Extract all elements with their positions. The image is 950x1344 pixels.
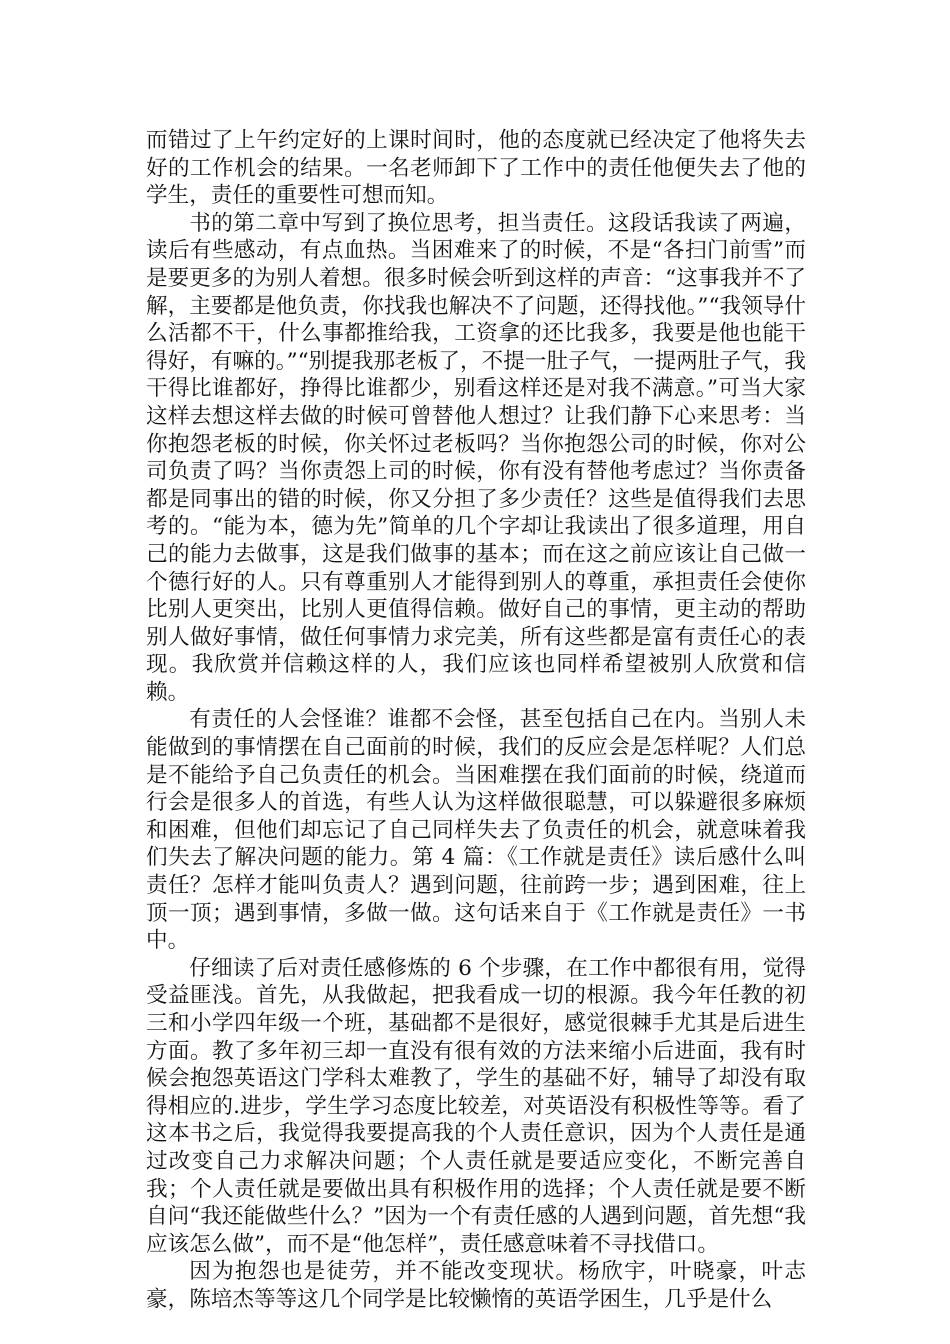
body-text xyxy=(146,127,806,1314)
paragraph-1: 而错过了上午约定好的上课时间时，他的态度就已经决定了他将失去好的工作机会的结果。一名老师卸下了工作中的责任他便失去了他的学生，责任的重要性可想而知。 xyxy=(146,128,806,209)
paragraph-4: 仔细读了后对责任感修炼的 6 个步骤，在工作中都很有用，觉得受益匪浅。首先，从我做起，把我看成一切的根源。我今年任教的初三和小学四年级一个班，基础都不是很好，感觉很棘手尤其是后进生方面。教了多年初三却一直没有很有效的方法来缩小后进面，我有时候会抱怨英语这门学科太难教了，学生的基础不好，辅导了却没有取得相应的.进步，学生学习态度比较差，对英语没有积极性等等。看了这本书之后，我觉得我要提高我的个人责任意识，因为个人责任是通过改变自己力求解决问题；个人责任就是要适应变化，不断完善自我；个人责任就是要做出具有积极作用的选择；个人责任就是要不断自问“我还能做些什么？”因为一个有责任感的人遇到问题，首先想“我应该怎么做”，而不是“他怎样”，责任感意味着不寻找借口。 xyxy=(146,955,806,1257)
paragraph-5: 因为抱怨也是徒劳，并不能改变现状。杨欣宇，叶晓豪，叶志豪，陈培杰等等这几个同学是比较懒惰的英语学困生，几乎是什么 xyxy=(146,1259,806,1312)
paragraph-2: 书的第二章中写到了换位思考，担当责任。这段话我读了两遍，读后有些感动，有点血热。当困难来了的时候，不是“各扫门前雪”而是要更多的为别人着想。很多时候会听到这样的声音：“这事我并不了解，主要都是他负责，你找我也解决不了问题，还得找他。”“我领导什么活都不干，什么事都推给我，工资拿的还比我多，我要是他也能干得好，有嘛的。”“别提我那老板了，不提一肚子气，一提两肚子气，我干得比谁都好，挣得比谁都少，别看这样还是对我不满意。”可当大家这样去想这样去做的时候可曾替他人想过？让我们静下心来思考：当你抱怨老板的时候，你关怀过老板吗？当你抱怨公司的时候，你对公司负责了吗？当你责怨上司的时候，你有没有替他考虑过？当你责备都是同事出的错的时候，你又分担了多少责任？这些是值得我们去思考的。“能为本，德为先”简单的几个字却让我读出了很多道理，用自己的能力去做事，这是我们做事的基本；而在这之前应该让自己做一个德行好的人。只有尊重别人才能得到别人的尊重，承担责任会使你比别人更突出，比别人更值得信赖。做好自己的事情，更主动的帮助别人做好事情，做任何事情力求完美，所有这些都是富有责任心的表现。我欣赏并信赖这样的人，我们应该也同样希望被别人欣赏和信赖。 xyxy=(146,210,806,705)
paragraph-3: 有责任的人会怪谁？谁都不会怪，甚至包括自己在内。当别人未能做到的事情摆在自己面前的时候，我们的反应会是怎样呢？人们总是不能给予自己负责任的机会。当困难摆在我们面前的时候，绕道而行会是很多人的首选，有些人认为这样做很聪慧，可以躲避很多麻烦和困难，但他们却忘记了自己同样失去了负责任的机会，就意味着我们失去了解决问题的能力。第 4 篇：《工作就是责任》读后感什么叫责任？怎样才能叫负责人？遇到问题，往前跨一步；遇到困难，往上顶一顶；遇到事情，多做一做。这句话来自于《工作就是责任》一书中。 xyxy=(146,707,806,954)
